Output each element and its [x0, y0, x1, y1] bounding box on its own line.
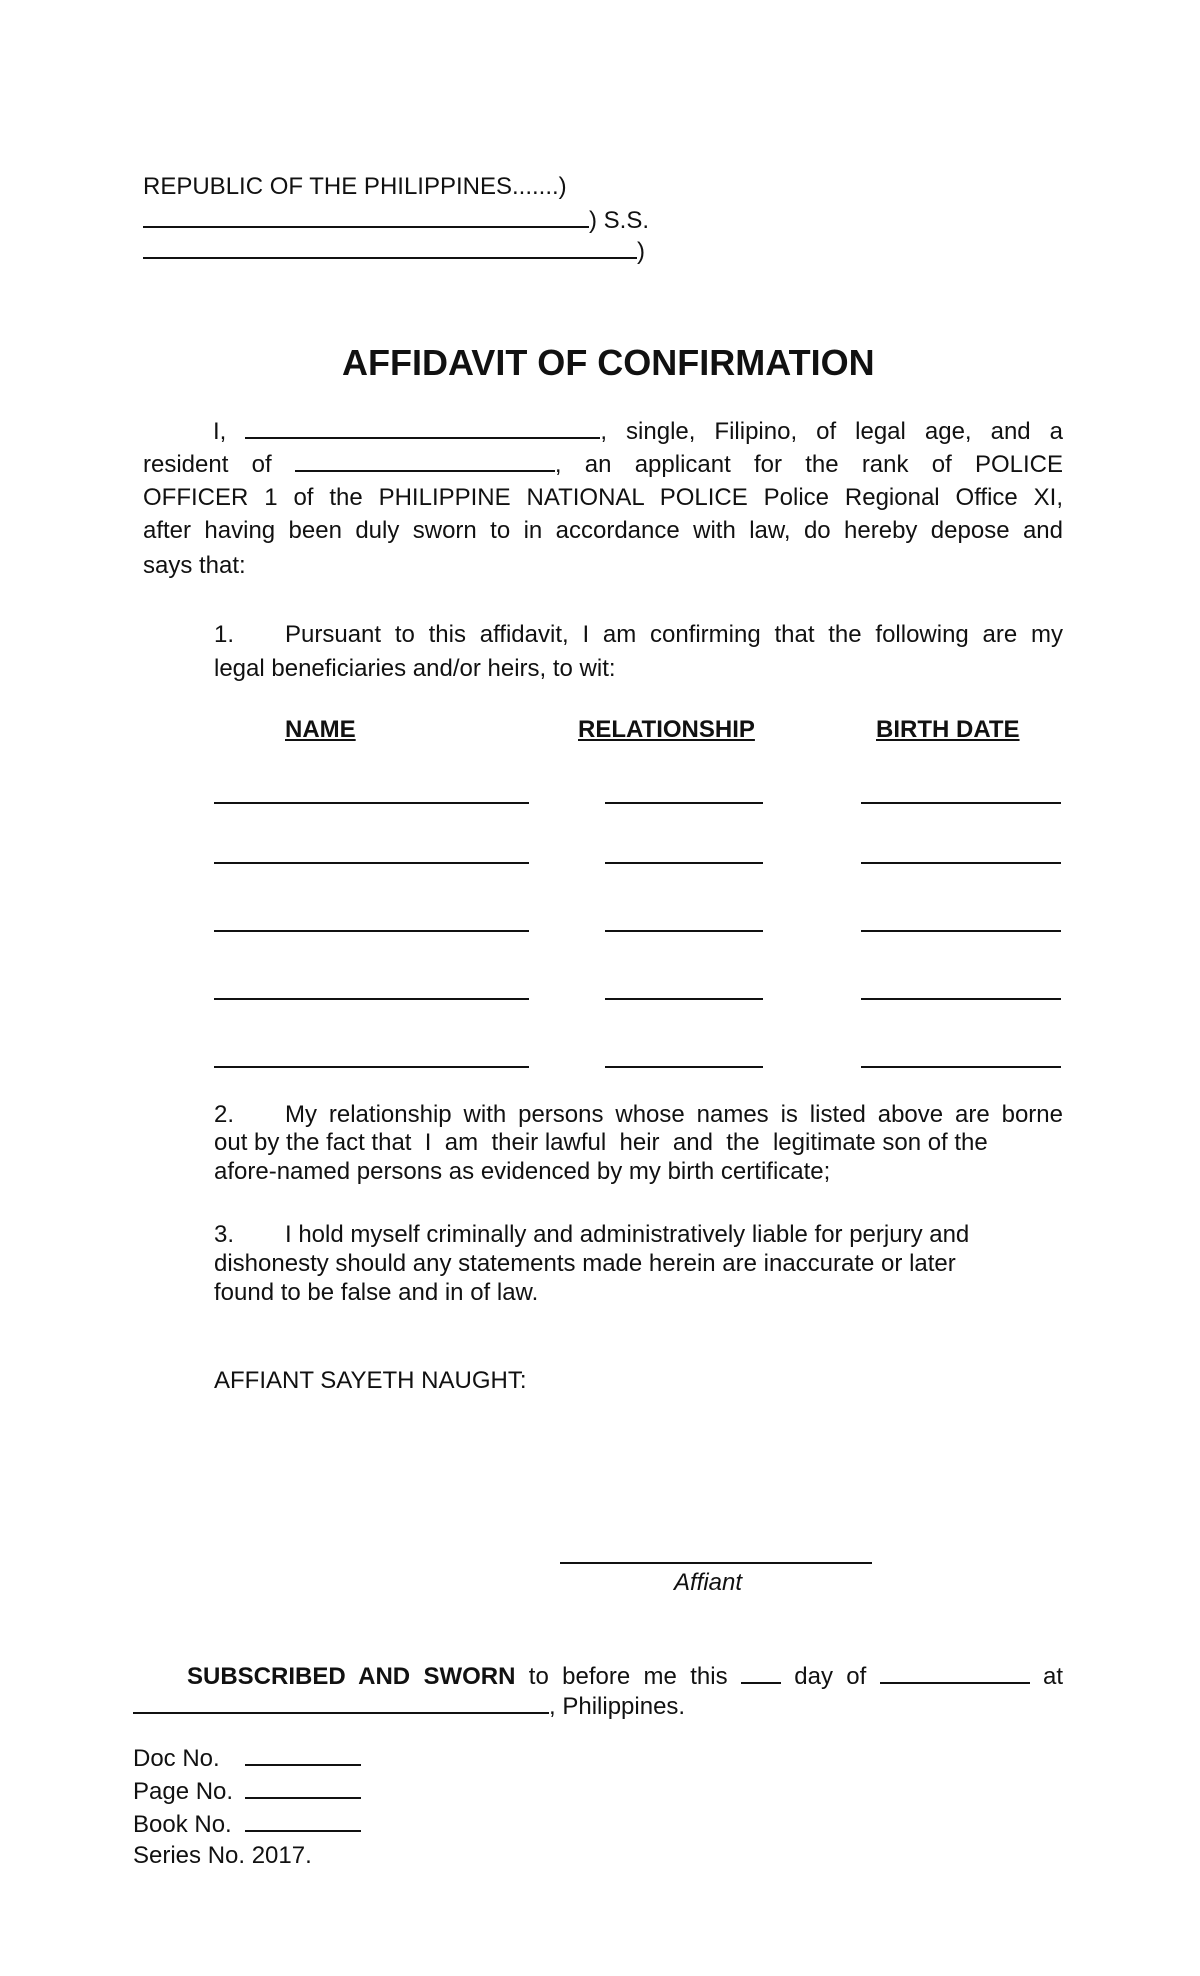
relationship-blank[interactable] — [605, 1066, 763, 1068]
item-2-line-3: afore-named persons as evidenced by my birth certificate; — [214, 1158, 831, 1185]
page-no-blank[interactable] — [245, 1775, 361, 1799]
venue-caption-line-2 — [143, 204, 649, 236]
birth-date-blank[interactable] — [861, 998, 1061, 1000]
item-1-line-2: legal beneficiaries and/or heirs, to wit: — [214, 655, 616, 682]
item-3-number: 3. — [214, 1221, 235, 1248]
birth-date-blank[interactable] — [861, 862, 1061, 864]
intro-line-3: OFFICER 1 of the PHILIPPINE NATIONAL POLICE Police Regional Office XI, — [143, 484, 1063, 511]
name-blank[interactable] — [214, 998, 529, 1000]
name-blank[interactable] — [214, 802, 529, 804]
intro-line-1 — [143, 415, 1063, 448]
jurat-bold: SUBSCRIBED AND SWORN — [187, 1663, 516, 1690]
birth-date-blank[interactable] — [861, 1066, 1061, 1068]
intro-resident-of: resident of — [143, 451, 272, 478]
jurat-line-1 — [143, 1660, 1063, 1693]
item-1-number: 1. — [214, 621, 235, 648]
column-header-relationship: RELATIONSHIP — [578, 716, 755, 743]
affiant-signature-line[interactable] — [560, 1562, 872, 1564]
day-blank[interactable] — [741, 1660, 781, 1684]
item-3-line-2: dishonesty should any statements made herein are inaccurate or later — [214, 1250, 956, 1277]
caption-paren: ) — [637, 238, 645, 265]
venue-caption-line-3 — [143, 235, 645, 267]
item-3-line-1: I hold myself criminally and administratively liable for perjury and — [285, 1221, 970, 1248]
intro-i: I, — [213, 418, 227, 445]
residence-blank[interactable] — [295, 448, 555, 472]
place-blank[interactable] — [133, 1690, 549, 1714]
jurat-text-1: to before me this — [515, 1663, 741, 1690]
intro-line-2 — [143, 448, 1063, 481]
intro-line-5: says that: — [143, 552, 246, 579]
name-blank[interactable] — [214, 1066, 529, 1068]
intro-line-4: after having been duly sworn to in accordance with law, do hereby depose and — [143, 517, 1063, 544]
jurat-text-2: day of — [780, 1663, 880, 1690]
intro-after-name: , single, Filipino, of legal age, and a — [600, 418, 1063, 445]
page-no-label: Page No. — [133, 1778, 234, 1805]
item-3-line-3: found to be false and in of law. — [214, 1279, 539, 1306]
series-no: Series No. 2017. — [133, 1842, 312, 1869]
book-no-row — [133, 1808, 361, 1840]
ss-label: ) S.S. — [589, 207, 650, 234]
doc-no-label: Doc No. — [133, 1745, 220, 1772]
intro-after-residence: , an applicant for the rank of POLICE — [554, 451, 1064, 478]
jurat-text-3: at — [1029, 1663, 1064, 1690]
relationship-blank[interactable] — [605, 930, 763, 932]
month-blank[interactable] — [880, 1660, 1030, 1684]
birth-date-blank[interactable] — [861, 930, 1061, 932]
item-2-line-2: out by the fact that I am their lawful heir and the legitimate son of the — [214, 1129, 988, 1156]
relationship-blank[interactable] — [605, 802, 763, 804]
item-1-line-1: Pursuant to this affidavit, I am confirming that the following are my — [285, 621, 1063, 648]
affiant-label: Affiant — [674, 1569, 743, 1596]
relationship-blank[interactable] — [605, 862, 763, 864]
affiant-name-blank[interactable] — [245, 415, 600, 439]
name-blank[interactable] — [214, 930, 529, 932]
venue-caption-line-1: REPUBLIC OF THE PHILIPPINES.......) — [143, 173, 567, 200]
page-no-row — [133, 1775, 361, 1807]
doc-no-row — [133, 1742, 361, 1774]
column-header-name: NAME — [285, 716, 356, 743]
item-2-line-1: My relationship with persons whose names is listed above are borne — [285, 1101, 1063, 1128]
province-blank[interactable] — [143, 204, 589, 228]
jurat-philippines: , Philippines. — [549, 1693, 686, 1720]
city-blank[interactable] — [143, 235, 637, 259]
jurat-line-2 — [133, 1690, 685, 1722]
birth-date-blank[interactable] — [861, 802, 1061, 804]
item-2-number: 2. — [214, 1101, 235, 1128]
book-no-label: Book No. — [133, 1811, 232, 1838]
affiant-sayeth-naught: AFFIANT SAYETH NAUGHT: — [214, 1367, 527, 1394]
name-blank[interactable] — [214, 862, 529, 864]
relationship-blank[interactable] — [605, 998, 763, 1000]
document-title: AFFIDAVIT OF CONFIRMATION — [342, 342, 875, 383]
doc-no-blank[interactable] — [245, 1742, 361, 1766]
column-header-birth-date: BIRTH DATE — [876, 716, 1020, 743]
book-no-blank[interactable] — [245, 1808, 361, 1832]
